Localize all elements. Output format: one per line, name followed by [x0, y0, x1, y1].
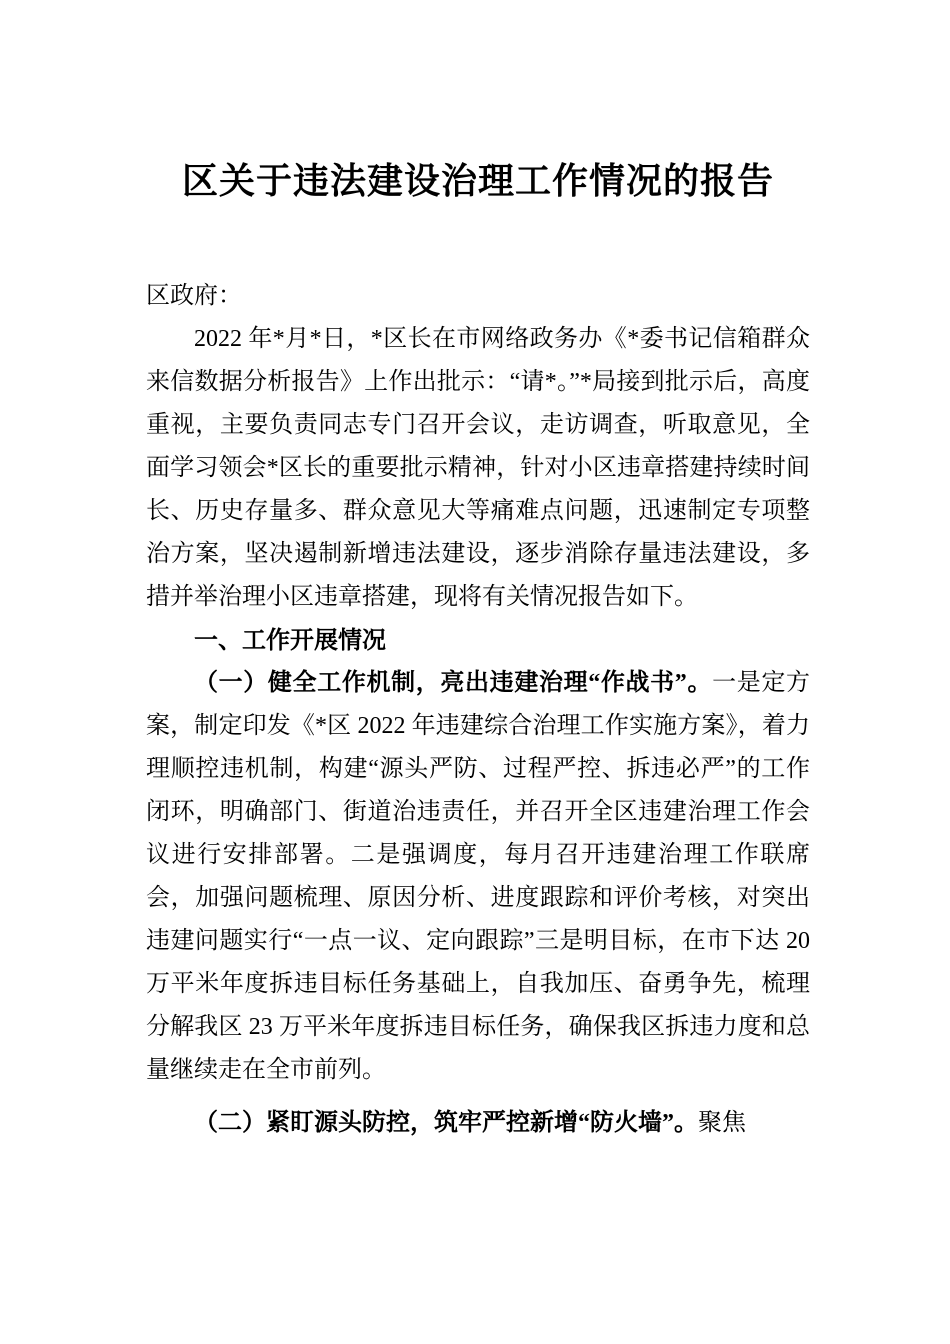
section-heading-1: 一、工作开展情况 [194, 626, 386, 654]
paragraph-item2-body: 聚焦 [698, 1109, 746, 1136]
paragraph-item2-lead: （二）紧盯源头防控，筑牢严控新增“防火墙”。 [194, 1109, 698, 1136]
salutation-line: 区政府： [146, 282, 242, 309]
paragraph-section1-item1 [146, 662, 810, 1092]
paragraph-section1-item2 [146, 1102, 810, 1145]
document-title: 区关于违法建设治理工作情况的报告 [181, 161, 774, 201]
document-body [146, 275, 810, 1145]
paragraph-item1-lead: （一）健全工作机制，亮出违建治理“作战书”。 [194, 669, 713, 696]
intro-paragraph: 2022 年*月*日，*区长在市网络政务办《*委书记信箱群众来信数据分析报告》上作出批示：“请*。”*局接到批示后，高度重视，主要负责同志专门召开会议，走访调查，听取意见，全面学习领会*区长的重要批示精神，针对小区违章搭建持续时间长、历史存量多、群众意见大等痛难点问题，迅速制定专项整治方案，坚决遏制新增违法建设，逐步消除存量违法建设，多措并举治理小区违章搭建，现将有关情况报告如下。 [146, 325, 810, 610]
paragraph-item1-body: 一是定方案，制定印发《*区 2022 年违建综合治理工作实施方案》，着力理顺控违机制，构建“源头严防、过程严控、拆违必严”的工作闭环，明确部门、街道治违责任，并召开全区违建治理工作会议进行安排部署。二是强调度，每月召开违建治理工作联席会，加强问题梳理、原因分析、进度跟踪和评价考核，对突出违建问题实行“一点一议、定向跟踪”三是明目标，在市下达 20 万平米年度拆违目标任务基础上，自我加压、奋勇争先，梳理分解我区 23 万平米年度拆违目标任务，确保我区拆违力度和总量继续走在全市前列。 [146, 669, 811, 1083]
